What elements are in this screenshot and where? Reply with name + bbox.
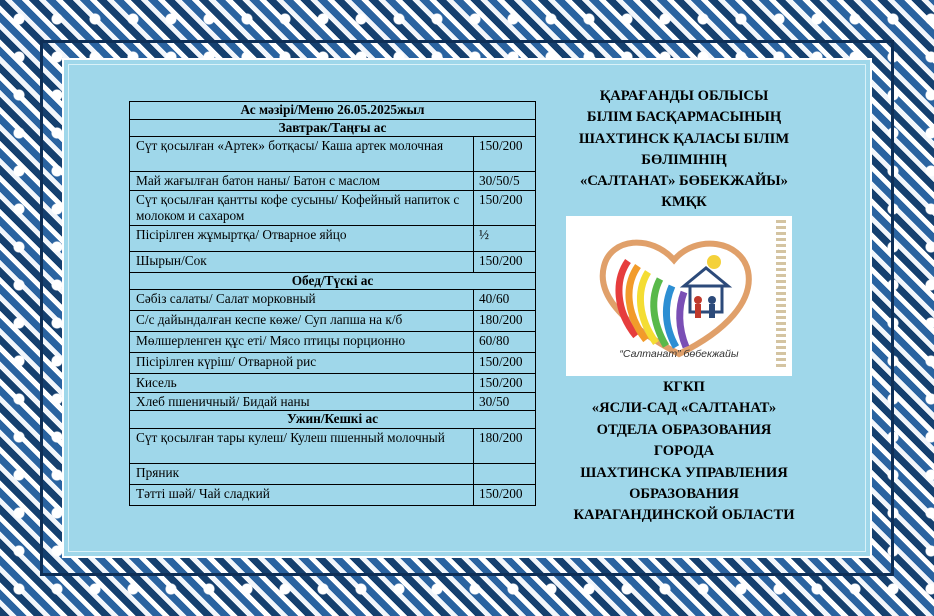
table-row	[130, 290, 536, 311]
dish-name: Пряник	[130, 463, 474, 484]
dish-qty: 30/50	[474, 392, 536, 411]
dish-name: Хлеб пшеничный/ Бидай наны	[130, 392, 474, 411]
dish-name: Сәбіз салаты/ Салат морковный	[130, 290, 474, 311]
dish-qty: 60/80	[474, 332, 536, 353]
section-heading-dinner: Ужин/Кешкі ас	[130, 411, 536, 429]
dish-qty: 180/200	[474, 428, 536, 463]
org-kz-line: БІЛІМ БАСҚАРМАСЫНЫҢ	[586, 109, 782, 126]
org-ru-line: КАРАГАНДИНСКОЙ ОБЛАСТИ	[573, 507, 795, 524]
table-row	[130, 311, 536, 332]
logo	[566, 216, 792, 376]
section-heading-breakfast: Завтрак/Таңғы ас	[130, 119, 536, 137]
dish-qty: 150/200	[474, 190, 536, 225]
table-row	[130, 137, 536, 172]
dish-name: Тәтті шәй/ Чай сладкий	[130, 484, 474, 505]
dish-name: Пісірілген күріш/ Отварной рис	[130, 353, 474, 374]
table-row	[130, 463, 536, 484]
dish-qty: ½	[474, 225, 536, 251]
table-row	[130, 251, 536, 272]
dish-name: Кисель	[130, 374, 474, 393]
org-kz-line: «САЛТАНАТ» БӨБЕКЖАЙЫ»	[580, 173, 788, 190]
dish-name: Сүт қосылған қантты кофе сусыны/ Кофейный напиток с молоком и сахаром	[130, 190, 474, 225]
dish-qty: 40/60	[474, 290, 536, 311]
dish-name: Шырын/Сок	[130, 251, 474, 272]
org-ru-line: «ЯСЛИ-САД «САЛТАНАТ»	[591, 400, 777, 417]
table-row	[130, 172, 536, 191]
org-ru-line: КГКП	[663, 379, 705, 395]
ornament-strip	[776, 220, 786, 370]
organization-name-kz	[552, 86, 816, 214]
dish-name: Сүт қосылған тары кулеш/ Кулеш пшенный молочный	[130, 428, 474, 463]
table-row	[130, 332, 536, 353]
table-row	[130, 190, 536, 225]
dish-name: С/с дайындалған кеспе көже/ Суп лапша на к/б	[130, 311, 474, 332]
table-row	[130, 392, 536, 411]
dish-qty: 180/200	[474, 311, 536, 332]
section-heading-lunch: Обед/Түскі ас	[130, 272, 536, 290]
dish-qty	[474, 463, 536, 484]
dish-qty: 30/50/5	[474, 172, 536, 191]
table-row	[130, 225, 536, 251]
org-kz-line: КМҚК	[661, 194, 707, 211]
org-ru-line: ОБРАЗОВАНИЯ	[629, 486, 739, 503]
org-ru-line: ОТДЕЛА ОБРАЗОВАНИЯ	[596, 421, 772, 438]
table-row	[130, 428, 536, 463]
dish-qty: 150/200	[474, 251, 536, 272]
org-kz-line: ҚАРАҒАНДЫ ОБЛЫСЫ	[599, 88, 769, 104]
menu-table	[129, 101, 536, 506]
dish-name: Сүт қосылған «Артек» ботқасы/ Каша артек молочная	[130, 137, 474, 172]
dish-qty: 150/200	[474, 353, 536, 374]
table-row	[130, 374, 536, 393]
dish-qty: 150/200	[474, 484, 536, 505]
menu-title: Ас мәзірі/Меню 26.05.2025жыл	[130, 102, 536, 120]
org-ru-line: ГОРОДА	[653, 443, 715, 460]
table-row	[130, 353, 536, 374]
logo-caption: “Салтанат” бөбекжайы	[619, 348, 739, 360]
organization-name-ru	[552, 377, 816, 527]
dish-name: Май жағылған батон наны/ Батон с маслом	[130, 172, 474, 191]
org-ru-line: ШАХТИНСКА УПРАВЛЕНИЯ	[580, 464, 788, 481]
dish-qty: 150/200	[474, 374, 536, 393]
table-row	[130, 484, 536, 505]
dish-name: Мөлшерленген құс еті/ Мясо птицы порционно	[130, 332, 474, 353]
dish-qty: 150/200	[474, 137, 536, 172]
org-kz-line: ШАХТИНСК ҚАЛАСЫ БІЛІМ	[578, 130, 790, 147]
org-kz-line: БӨЛІМІНІҢ	[641, 151, 727, 168]
dish-name: Пісірілген жұмыртқа/ Отварное яйцо	[130, 225, 474, 251]
